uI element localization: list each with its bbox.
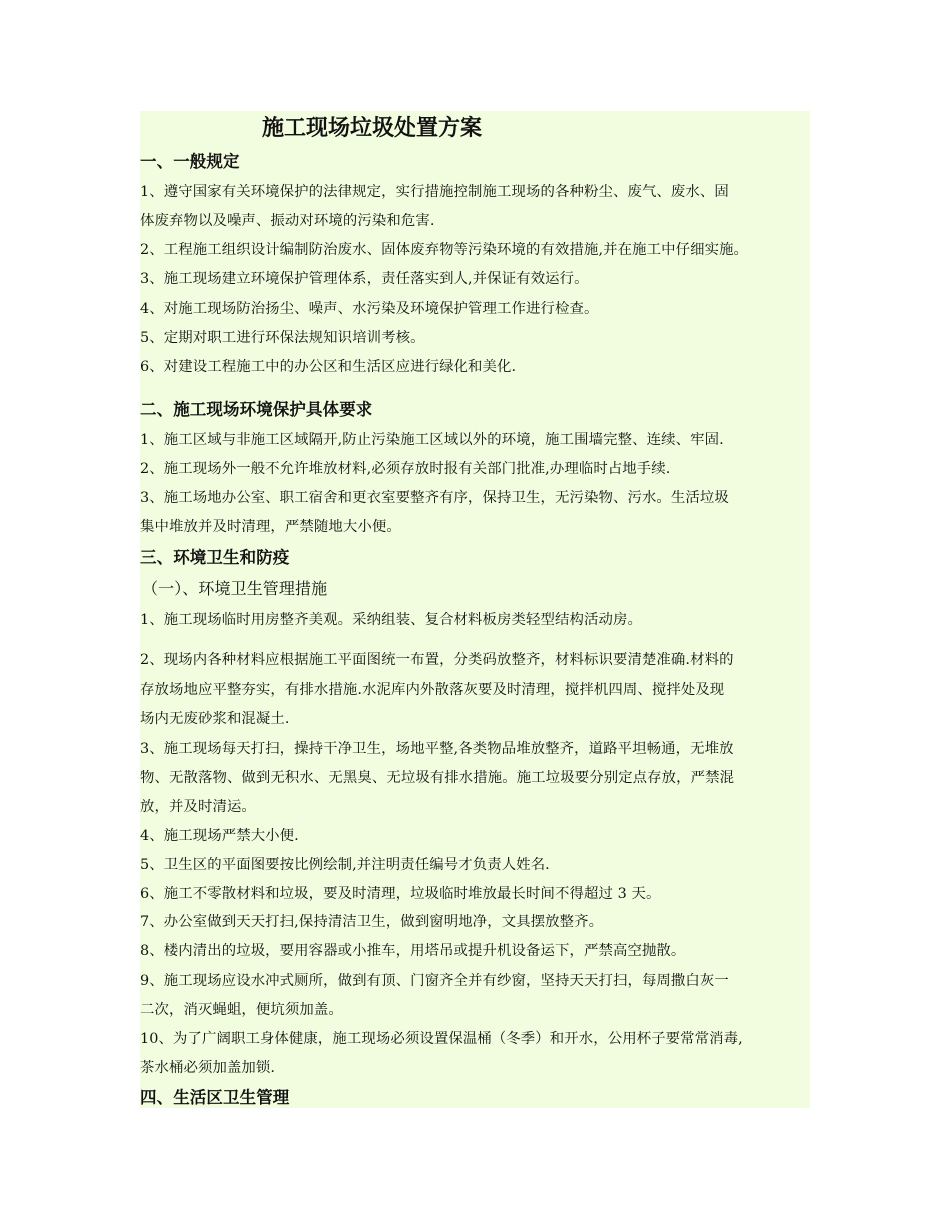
paragraph-line: 5、卫生区的平面图要按比例绘制,并注明责任编号才负责人姓名.	[140, 857, 550, 873]
paragraph-line: 6、施工不零散材料和垃圾，要及时清理，垃圾临时堆放最长时间不得超过 3 天。	[140, 886, 661, 902]
paragraph-line: 集中堆放并及时清理，严禁随地大小便。	[140, 519, 401, 535]
paragraph-line: 体废弃物以及噪声、振动对环境的污染和危害.	[140, 213, 435, 229]
section-heading: 三、环境卫生和防疫	[140, 548, 290, 567]
paragraph-line: 茶水桶必须加盖加锁.	[140, 1060, 276, 1076]
paragraph-line: 存放场地应平整夯实，有排水措施.水泥库内外散落灰要及时清理，搅拌机四周、搅拌处及现	[140, 682, 725, 698]
paragraph-line: 5、定期对职工进行环保法规知识培训考核。	[140, 330, 425, 346]
paragraph-line: 4、对施工现场防治扬尘、噪声、水污染及环境保护管理工作进行检查。	[140, 301, 599, 317]
paragraph-line: 2、现场内各种材料应根据施工平面图统一布置，分类码放整齐，材料标识要清楚准确.材料的	[140, 652, 734, 668]
paragraph-line: 1、遵守国家有关环境保护的法律规定，实行措施控制施工现场的各种粉尘、废气、废水、固	[140, 184, 729, 200]
paragraph-line: 3、施工场地办公室、职工宿舍和更衣室要整齐有序，保持卫生，无污染物、污水。生活垃圾	[140, 490, 729, 506]
document-title: 施工现场垃圾处置方案	[262, 115, 483, 141]
paragraph-line: 场内无废砂浆和混凝土.	[140, 711, 290, 727]
paragraph-line: 2、工程施工组织设计编制防治废水、固体废弃物等污染环境的有效措施,并在施工中仔细实施。	[140, 242, 749, 258]
paragraph-line: 2、施工现场外一般不允许堆放材料,必须存放时报有关部门批准,办理临时占地手续.	[140, 461, 671, 477]
section-heading: 二、施工现场环境保护具体要求	[140, 400, 373, 419]
paragraph-line: 1、施工区域与非施工区域隔开,防止污染施工区域以外的环境，施工围墙完整、连续、牢固.	[140, 432, 724, 448]
paragraph-line: 1、施工现场临时用房整齐美观。采纳组装、复合材料板房类轻型结构活动房。	[140, 612, 642, 628]
paragraph-line: 物、无散落物、做到无积水、无黑臭、无垃圾有排水措施。施工垃圾要分别定点存放，严禁混	[140, 770, 735, 786]
paragraph-line: 6、对建设工程施工中的办公区和生活区应进行绿化和美化.	[140, 359, 517, 375]
section-heading: 四、生活区卫生管理	[140, 1088, 290, 1107]
paragraph-line: 4、施工现场严禁大小便.	[140, 828, 299, 844]
paragraph-line: 3、施工现场建立环境保护管理体系，责任落实到人,并保证有效运行。	[140, 271, 589, 287]
paragraph-line: 放，并及时清运。	[140, 799, 256, 815]
section-subheading: （一）、环境卫生管理措施	[142, 579, 328, 598]
paragraph-line: 10、为了广阔职工身体健康，施工现场必须设置保温桶（冬季）和开水，公用杯子要常常消毒,	[140, 1031, 743, 1047]
paragraph-line: 7、办公室做到天天打扫,保持清洁卫生，做到窗明地净，文具摆放整齐。	[140, 914, 604, 930]
paragraph-line: 二次，消灭蝇蛆，便坑须加盖。	[140, 1002, 343, 1018]
paragraph-line: 8、楼内清出的垃圾，要用容器或小推车，用塔吊或提升机设备运下，严禁高空抛散。	[140, 943, 686, 959]
section-heading: 一、一般规定	[140, 152, 240, 171]
paragraph-line: 9、施工现场应设水冲式厕所，做到有顶、门窗齐全并有纱窗，坚持天天打扫，每周撒白灰一	[140, 973, 729, 989]
paragraph-line: 3、施工现场每天打扫，操持干净卫生，场地平整,各类物品堆放整齐，道路平坦畅通，无堆放	[140, 741, 734, 757]
